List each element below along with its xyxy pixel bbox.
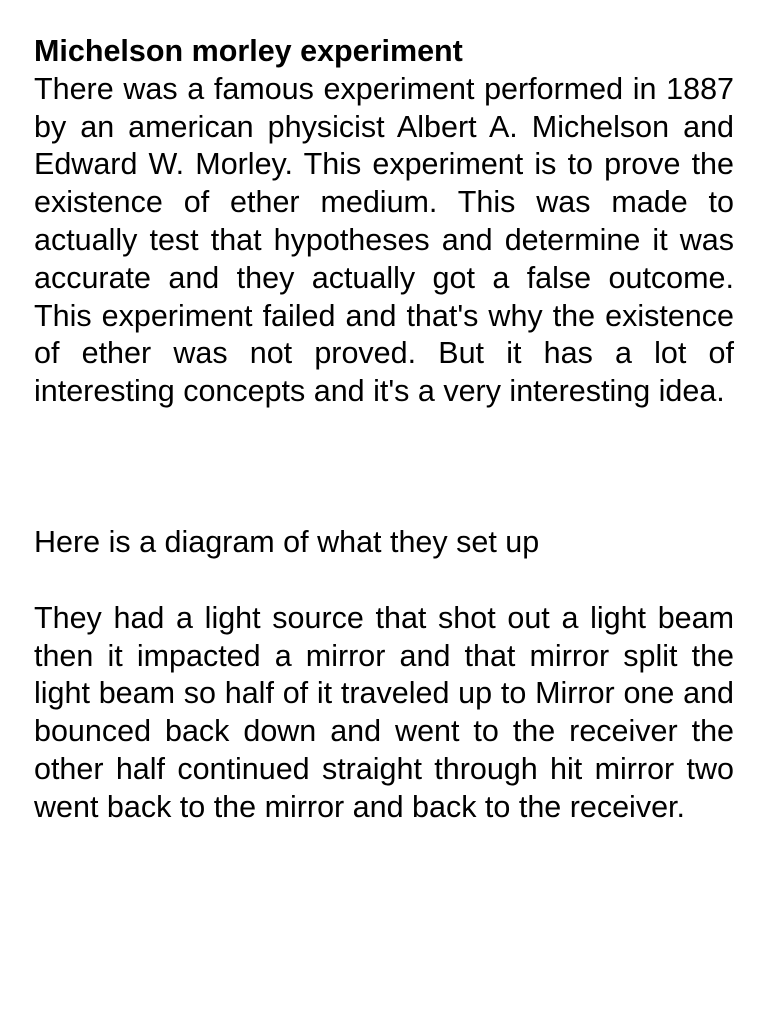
setup-paragraph: They had a light source that shot out a light beam then it impacted a mirror and that mirror split the light beam so half of it traveled up to Mirror one and bounced back down and went to the receiver the other half continued straight through hit mirror two went back to the mirror and back to the receiver. (34, 600, 734, 824)
diagram-intro-text: Here is a diagram of what they set up (34, 524, 540, 559)
blank-line (34, 562, 734, 600)
document-title: Michelson morley experiment (34, 34, 463, 68)
document-body (34, 33, 734, 827)
intro-paragraph: There was a famous experiment performed in 1887 by an american physicist Albert A. Michelson and Edward W. Morley. This experiment is to prove the existence of ether medium. This was made to actually test that hypotheses and determine it was accurate and they actually got a false outcome. This experiment failed and that's why the existence of ether was not proved. But it has a lot of interesting concepts and it's a very interesting idea. (34, 71, 734, 409)
blank-space (34, 411, 734, 524)
